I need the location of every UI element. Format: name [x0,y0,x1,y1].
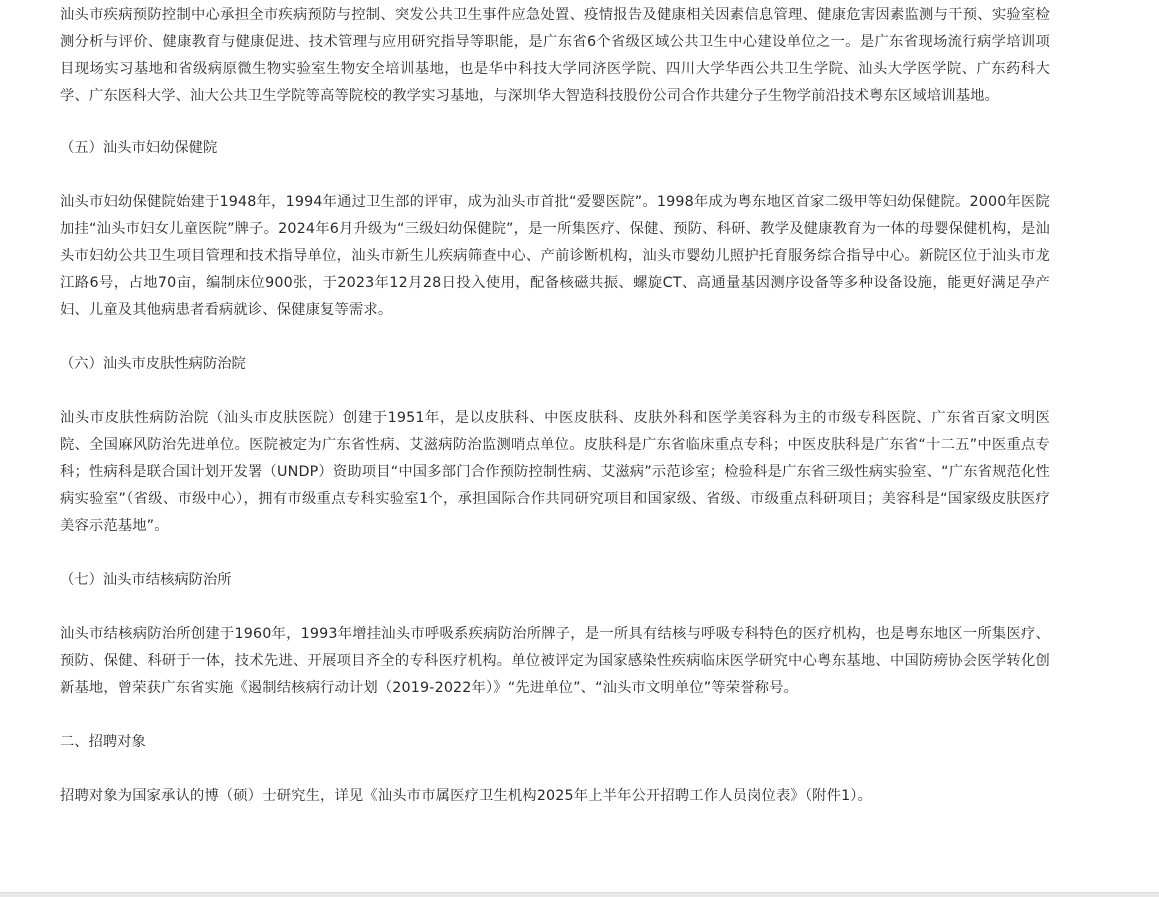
dermatology-hospital-paragraph: 汕头市皮肤性病防治院（汕头市皮肤医院）创建于1951年，是以皮肤科、中医皮肤科、皮肤外科和医学美容科为主的市级专科医院、广东省百家文明医院、全国麻风防治先进单位。医院被定为广东省性病、艾滋病防治监测哨点单位。皮肤科是广东省临床重点专科；中医皮肤科是广东省“十二五”中医重点专科；性病科是联合国计划开发署（UNDP）资助项目“中国多部门合作预防控制性病、艾滋病”示范诊室；检验科是广东省三级性病实验室、“广东省规范化性病实验室”（省级、市级中心），拥有市级重点专科实验室1个，承担国际合作共同研究项目和国家级、省级、市级重点科研项目；美容科是“国家级皮肤医疗美容示范基地”。 [60,410,1050,534]
maternal-child-hospital-paragraph: 汕头市妇幼保健院始建于1948年，1994年通过卫生部的评审，成为汕头市首批“爱婴医院”。1998年成为粤东地区首家二级甲等妇幼保健院。2000年医院加挂“汕头市妇女儿童医院”牌子。2024年6月升级为“三级妇幼保健院”，是一所集医疗、保健、预防、科研、教学及健康教育为一体的母婴保健机构，是汕头市妇幼公共卫生项目管理和技术指导单位，汕头市新生儿疾病筛查中心、产前诊断机构，汕头市婴幼儿照护托育服务综合指导中心。新院区位于汕头市龙江路6号，占地70亩，编制床位900张，于2023年12月28日投入使用，配备核磁共振、螺旋CT、高通量基因测序设备等多种设备设施，能更好满足孕产妇、儿童及其他病患者看病就诊、保健康复等需求。 [60,194,1050,318]
page-bottom-divider [0,892,1159,897]
recruitment-targets-paragraph: 招聘对象为国家承认的博（硕）士研究生，详见《汕头市市属医疗卫生机构2025年上半年公开招聘工作人员岗位表》（附件1）。 [60,788,873,804]
tuberculosis-institute-paragraph: 汕头市结核病防治所创建于1960年，1993年增挂汕头市呼吸系疾病防治所牌子，是一所具有结核与呼吸专科特色的医疗机构，也是粤东地区一所集医疗、预防、保健、科研于一体，技术先进、开展项目齐全的专科医疗机构。单位被评定为国家感染性疾病临床医学研究中心粤东基地、中国防痨协会医学转化创新基地，曾荣获广东省实施《遏制结核病行动计划（2019-2022年）》“先进单位”、“汕头市文明单位”等荣誉称号。 [60,626,1050,696]
cdc-intro-paragraph: 汕头市疾病预防控制中心承担全市疾病预防与控制、突发公共卫生事件应急处置、疫情报告及健康相关因素信息管理、健康危害因素监测与干预、实验室检测分析与评价、健康教育与健康促进、技术管理与应用研究指导等职能，是广东省6个省级区域公共卫生中心建设单位之一。是广东省现场流行病学培训项目现场实习基地和省级病原微生物实验室生物安全培训基地，也是华中科技大学同济医学院、四川大学华西公共卫生学院、汕头大学医学院、广东药科大学、广东医科大学、汕大公共卫生学院等高等院校的教学实习基地，与深圳华大智造科技股份公司合作共建分子生物学前沿技术粤东区域培训基地。 [60,7,1050,104]
section-heading-tuberculosis-institute: （七）汕头市结核病防治所 [60,572,232,588]
section-heading-dermatology-hospital: （六）汕头市皮肤性病防治院 [60,356,246,372]
section-heading-recruitment-targets: 二、招聘对象 [60,734,146,750]
article-body [60,2,1050,810]
section-heading-maternal-child-hospital: （五）汕头市妇幼保健院 [60,140,218,156]
